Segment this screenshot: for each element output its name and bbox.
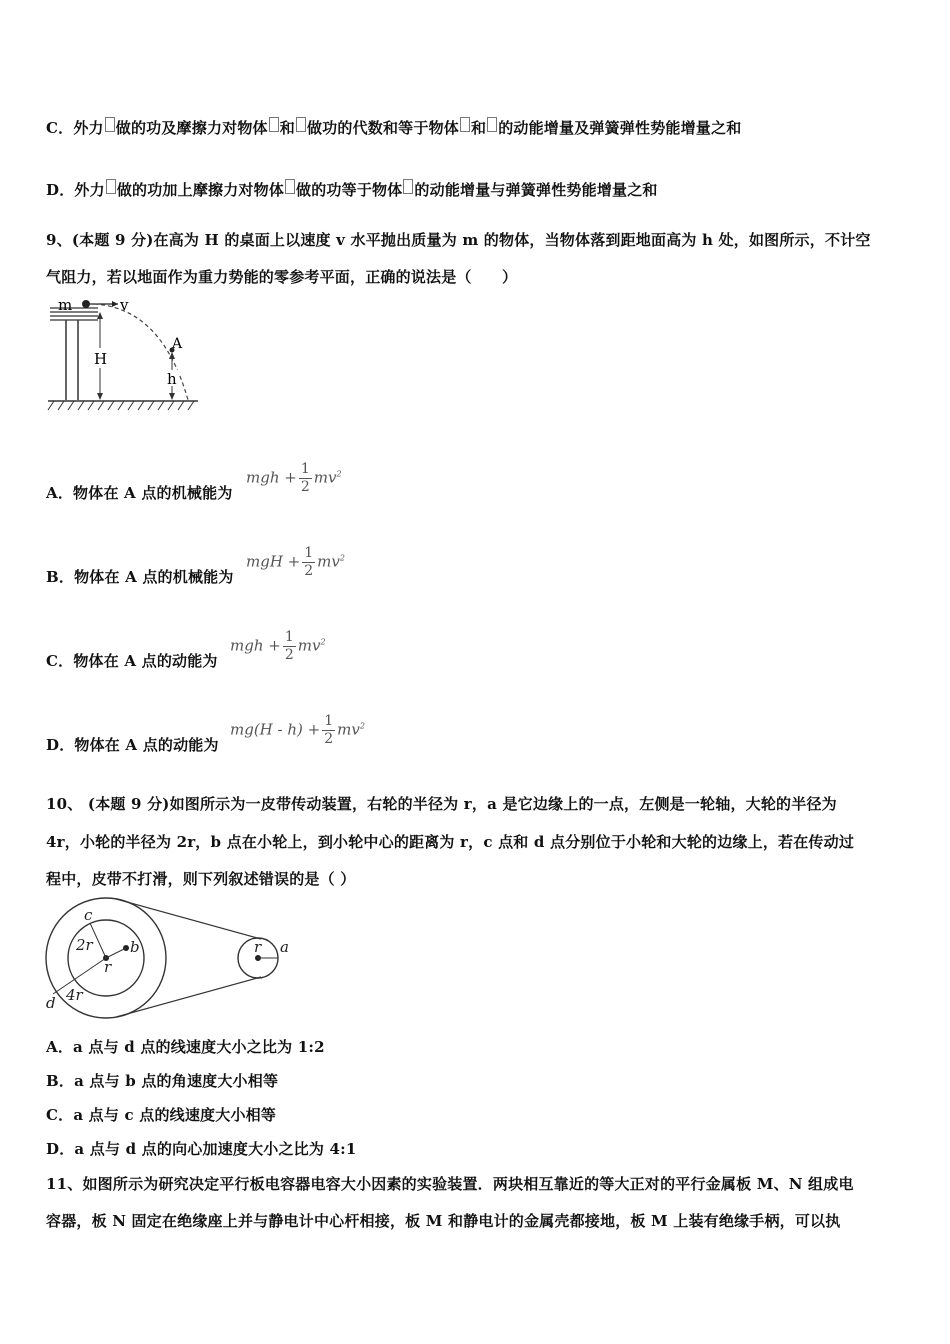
q10-option-c: C．a 点与 c 点的线速度大小相等 <box>46 1106 277 1124</box>
label-a: a <box>280 938 289 956</box>
q10-option-d: D．a 点与 d 点的向心加速度大小之比为 4:1 <box>46 1140 357 1158</box>
label-m: m <box>58 296 73 314</box>
q9-option-c: C．物体在 A 点的动能为 <box>46 652 218 670</box>
q10-stem-line-2: 4r，小轮的半径为 2r，b 点在小轮上，到小轮中心的距离为 r，c 点和 d 点分别位于小轮和大轮的边缘上，若在传动过 <box>46 833 855 851</box>
q9-option-d-formula: mg(H - h) + $\frac{1}{2}$ $mv^2$ <box>230 713 365 747</box>
label-H: H <box>94 350 108 368</box>
q10-option-a: A．a 点与 d 点的线速度大小之比为 1:2 <box>46 1038 325 1056</box>
q10-stem-line-3: 程中，皮带不打滑，则下列叙述错误的是（ ） <box>46 870 356 888</box>
belt-drive-figure <box>40 896 300 1022</box>
q9-stem-line-2: 气阻力，若以地面作为重力势能的零参考平面，正确的说法是（ ） <box>46 268 518 286</box>
missing-glyph-icon <box>106 179 116 194</box>
label-h: h <box>167 370 177 388</box>
q9-option-b: B．物体在 A 点的机械能为 <box>46 568 234 586</box>
q9-stem-line-1: 9、(本题 9 分)在高为 H 的桌面上以速度 v 水平抛出质量为 m 的物体，当物体落到距地面高为 h 处，如图所示，不计空 <box>46 231 871 249</box>
q9-option-d: D．物体在 A 点的动能为 <box>46 736 219 754</box>
q9-option-a: A．物体在 A 点的机械能为 <box>46 484 233 502</box>
missing-glyph-icon <box>460 117 470 132</box>
missing-glyph-icon <box>487 117 497 132</box>
arrow-right-icon <box>112 301 118 307</box>
missing-glyph-icon <box>269 117 279 132</box>
q10-stem-line-1: 10、 (本题 9 分)如图所示为一皮带传动装置，右轮的半径为 r，a 是它边缘上的一点，左侧是一轮轴，大轮的半径为 <box>46 795 837 813</box>
ball <box>82 300 90 308</box>
label-4r: 4r <box>66 986 83 1004</box>
label-b: b <box>130 938 140 956</box>
projectile-figure <box>44 292 204 418</box>
q8-option-d: D．外力 做的功加上摩擦力对物体 做的功等于物体 的动能增量与弹簧弹性势能增量之和 <box>46 181 658 199</box>
label-c: c <box>84 906 93 924</box>
belt-top <box>116 899 261 939</box>
label-r-right: r <box>254 938 262 956</box>
label-r-center: r <box>104 958 112 976</box>
ground <box>48 401 198 410</box>
belt-bottom <box>116 977 261 1017</box>
label-v: v <box>120 296 129 314</box>
missing-glyph-icon <box>403 179 413 194</box>
missing-glyph-icon <box>285 179 295 194</box>
q8-option-c: C．外力 做的功及摩擦力对物体 和 做功的代数和等于物体 和 的动能增量及弹簧弹性势能增量之和 <box>46 119 742 137</box>
q11-stem-line-2: 容器，板 N 固定在绝缘座上并与静电计中心杆相接，板 M 和静电计的金属壳都接地，板 M 上装有绝缘手柄，可以执 <box>46 1212 841 1230</box>
label-d: d <box>46 994 56 1012</box>
q10-option-b: B．a 点与 b 点的角速度大小相等 <box>46 1072 279 1090</box>
table <box>50 308 98 400</box>
label-A: A <box>172 336 183 352</box>
missing-glyph-icon <box>105 117 115 132</box>
missing-glyph-icon <box>296 117 306 132</box>
q11-stem-line-1: 11、如图所示为研究决定平行板电容器电容大小因素的实验装置．两块相互靠近的等大正对的平行金属板 M、N 组成电 <box>46 1175 854 1193</box>
q9-option-c-formula: mgh + $\frac{1}{2}$ $mv^2$ <box>230 629 326 663</box>
label-2r: 2r <box>76 936 93 954</box>
q9-option-b-formula: mgH + $\frac{1}{2}$ $mv^2$ <box>246 545 345 579</box>
q9-option-a-formula: mgh + $\frac{1}{2}$ $mv^2$ <box>246 461 342 495</box>
